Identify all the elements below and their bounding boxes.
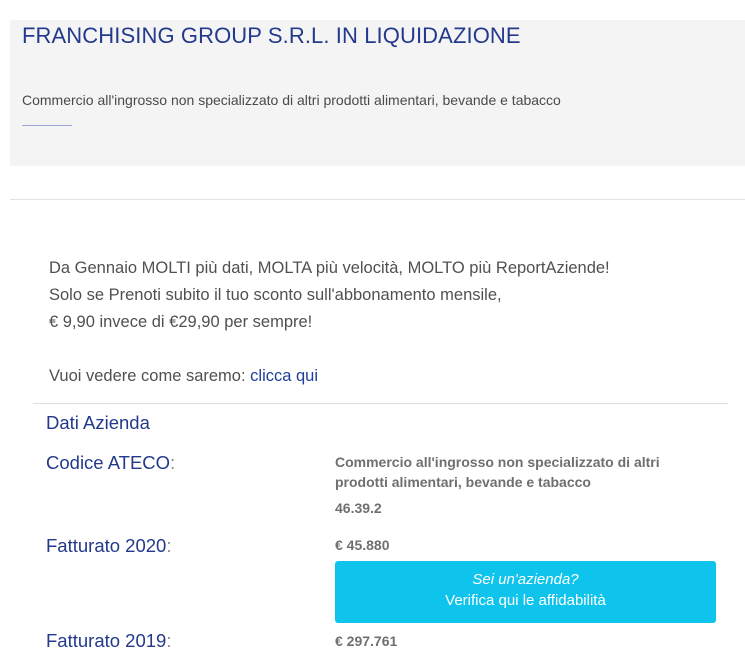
ateco-label — [46, 452, 175, 474]
revenue-2020-label-text: Fatturato 2020 — [46, 535, 167, 556]
promo-line-3: € 9,90 invece di €29,90 per sempre! — [49, 313, 313, 331]
company-header — [10, 20, 745, 166]
promo-message — [49, 255, 610, 390]
ateco-code: 46.39.2 — [335, 500, 382, 516]
accent-divider — [22, 125, 72, 126]
revenue-2019-label-colon: : — [166, 630, 172, 651]
promo-line-1: Da Gennaio MOLTI più dati, MOLTA più velocità, MOLTO più ReportAziende! — [49, 259, 610, 277]
preview-link[interactable]: clicca qui — [250, 367, 319, 385]
cta-label: Verifica qui le affidabilità — [445, 592, 606, 609]
ateco-label-colon: : — [170, 452, 176, 473]
ateco-label-text: Codice ATECO — [46, 452, 171, 473]
header-divider — [10, 199, 745, 200]
revenue-2020-label-colon: : — [166, 535, 172, 556]
promo-question — [49, 363, 610, 390]
company-title: FRANCHISING GROUP S.R.L. IN LIQUIDAZIONE — [22, 23, 521, 48]
revenue-2020-label — [46, 535, 171, 557]
revenue-2020-value: € 45.880 — [335, 537, 390, 553]
section-divider — [33, 403, 728, 404]
ateco-description: Commercio all'ingrosso non specializzato di altri prodotti alimentari, bevande e tabacco — [335, 454, 660, 490]
promo-spacer — [49, 336, 610, 363]
promo-question-text: Vuoi vedere come saremo: — [49, 367, 251, 385]
revenue-2019-label — [46, 630, 171, 652]
section-title-company-data: Dati Azienda — [46, 412, 150, 433]
promo-line-2: Solo se Prenoti subito il tuo sconto sull'abbonamento mensile, — [49, 286, 502, 304]
cta-question: Sei un'azienda? — [472, 571, 579, 588]
revenue-2019-value: € 297.761 — [335, 633, 398, 649]
verify-reliability-button[interactable] — [335, 561, 716, 623]
revenue-2019-label-text: Fatturato 2019 — [46, 630, 167, 651]
company-activity-subtitle: Commercio all'ingrosso non specializzato di altri prodotti alimentari, bevande e tabacco — [22, 92, 561, 108]
